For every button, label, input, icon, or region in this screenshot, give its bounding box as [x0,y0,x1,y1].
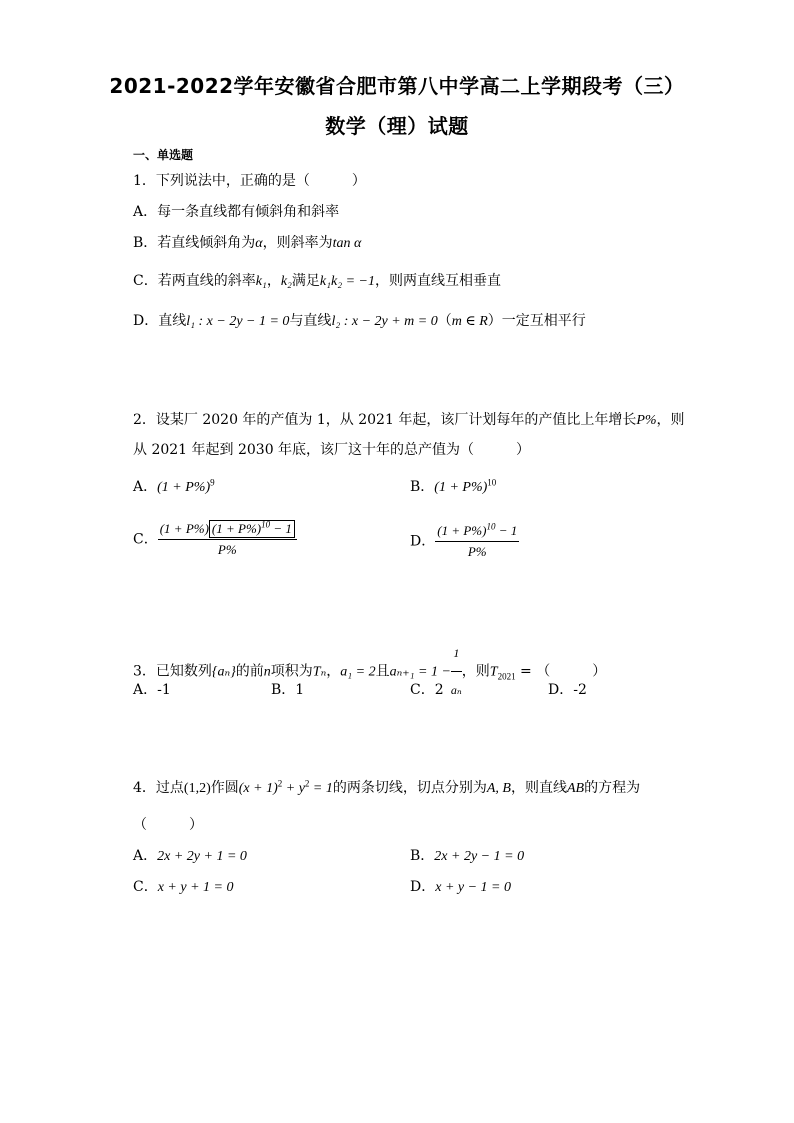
math-term: (1 + P%) [211,521,262,536]
question-4-option-b [410,847,524,866]
math-sequence: {aₙ} [211,664,236,680]
math-m-in-r: m ∈ R [451,314,488,329]
question-1-option-d [133,312,586,331]
question-2-stem-line-2: 从 2021 年起到 2030 年底，该厂这十年的总产值为（ ） [133,442,531,458]
option-label: D． [410,879,436,895]
stem-text: 的方程为 [584,780,641,796]
math-expression: (1 + P%) [157,480,211,495]
math-exponent: 9 [210,477,215,488]
math-term: − 1 [270,521,292,536]
option-label: D． [410,533,436,550]
question-3-option-d: D．-2 [548,682,587,698]
math-points-ab: A, B [486,781,511,796]
option-d-text: （ [437,313,452,329]
option-label: B． [410,479,435,495]
option-c-text: ，则两直线互相垂直 [374,273,501,289]
option-c-text: 满足 [291,273,320,289]
question-1-stem: 1．下列说法中，正确的是（ ） [133,173,366,189]
option-d-text: D．直线 [133,313,187,329]
fraction-numerator: 1 [451,636,462,672]
math-bracket [209,520,295,538]
math-exponent: 10 [487,477,497,488]
question-4-stem-line-2: （ ） [133,817,203,833]
stem-text: 4．过点 [133,780,184,796]
question-3-option-b: B．1 [271,682,305,698]
question-2-option-c [133,520,297,559]
option-b-text: B．若直线倾斜角为 [133,235,256,251]
option-c-text: ， [266,273,281,289]
document-subtitle: 数学（理）试题 [325,114,469,138]
question-3-option-a: A．-1 [133,682,171,698]
stem-text: 且 [375,663,390,680]
option-label: C． [133,879,158,895]
math-k2: k₂ [280,274,292,289]
option-label: B． [410,848,435,864]
option-d-text: ）一定互相平行 [487,313,586,329]
option-c-text: C．若两直线的斜率 [133,273,256,289]
option-label: A． [133,479,158,495]
math-circle: = 1 [309,781,333,796]
math-exponent: 2 [277,778,283,789]
math-tn: Tₙ [312,664,327,680]
section-heading: 一、单选题 [133,148,194,162]
math-fraction [451,636,462,707]
math-term: (1 + P%) [437,523,487,538]
question-3-option-c: C．2 [410,682,444,698]
math-circle: (x + 1) [238,781,278,796]
question-2-option-d [410,522,519,561]
math-line-l1: l₁ : x − 2y − 1 = 0 [186,314,290,329]
question-1-option-a: A．每一条直线都有倾斜角和斜率 [133,204,340,220]
math-equation: x + y + 1 = 0 [157,880,234,895]
stem-text: ，则 [656,412,685,428]
math-k1k2: k₁k₂ = −1 [319,274,375,289]
math-subscript: 2021 [497,671,516,682]
option-b-text: ，则斜率为 [262,235,333,251]
question-4-option-c [133,878,234,897]
question-2-option-b [410,478,496,497]
math-exponent: 2 [304,778,310,789]
question-3-stem [133,636,606,707]
math-k1: k₁ [255,274,267,289]
document-title: 2021-2022学年安徽省合肥市第八中学高二上学期段考（三） [109,74,685,98]
math-point: (1,2) [183,781,211,796]
math-term: (1 + P%) [159,521,209,536]
fraction-numerator [435,522,519,542]
math-equation: x + y − 1 = 0 [435,880,512,895]
fraction-denominator: P% [217,542,237,557]
math-tan-alpha: tan α [332,236,362,251]
fraction-numerator [158,520,297,540]
stem-text: 3．已知数列 [133,663,212,680]
math-exponent: 10 [486,521,496,532]
stem-text: 项积为 [270,663,313,680]
math-fraction [158,520,297,559]
question-1-option-c [133,272,501,291]
math-expression: (1 + P%) [434,480,488,495]
stem-text: 的前 [235,663,264,680]
math-alpha: α [255,236,263,251]
math-exponent: 10 [261,519,271,530]
question-1-option-b [133,234,361,253]
stem-text: = （ ） [515,663,607,680]
math-equation: 2x + 2y − 1 = 0 [434,849,525,864]
math-equation: 2x + 2y + 1 = 0 [157,849,247,864]
question-4-stem-line-1 [133,779,640,798]
option-d-text: 与直线 [289,313,332,329]
question-2-stem-line-1 [133,411,685,430]
math-a1: a₁ = 2 [340,664,376,680]
math-n: n [263,664,271,680]
question-2-option-a [133,478,215,497]
stem-text: ， [326,663,341,680]
question-4-option-a [133,847,247,866]
math-term: − 1 [495,523,518,538]
stem-text: ，则直线 [510,780,567,796]
math-recurrence: aₙ₊₁ = 1 − [389,664,451,680]
math-p-percent: P% [636,413,657,428]
math-fraction [435,522,519,561]
option-label: A． [133,848,158,864]
option-label: C． [133,531,158,548]
fraction-denominator: P% [467,544,487,559]
stem-text: 作圆 [210,780,239,796]
fraction-denominator: aₙ [450,683,462,697]
math-circle: + y [282,781,305,796]
question-4-option-d [410,878,511,897]
math-t2021: T [489,664,498,680]
math-line-l2: l₂ : x − 2y + m = 0 [331,314,438,329]
stem-text: 2．设某厂 2020 年的产值为 1，从 2021 年起，该厂计划每年的产值比上年增长 [133,412,637,428]
stem-text: 的两条切线，切点分别为 [332,780,487,796]
stem-text: ，则 [461,663,490,680]
math-line-ab: AB [566,781,585,796]
